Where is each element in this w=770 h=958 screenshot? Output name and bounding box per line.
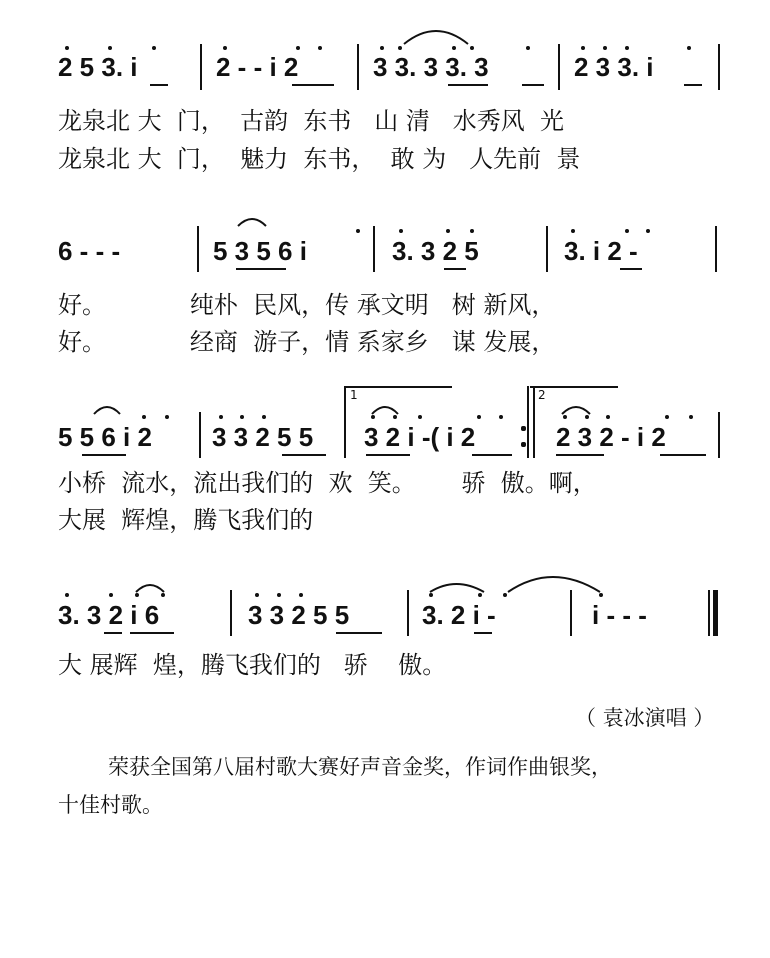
slur [372, 407, 398, 414]
measure-3-1: 5 5 6 i 2 [58, 422, 152, 452]
lyrics-verse-2: 龙泉北 大 门， 魅力 东书， 敢 为 人先前 景 [58, 145, 581, 173]
measure-1-3: 3 3. 3 3. 3 [373, 52, 489, 82]
measure-3-4: 2 3 2 - i 2 [556, 422, 666, 452]
slur [508, 577, 600, 592]
award-note-line-2: 十佳村歌。 [58, 793, 163, 817]
singer-credit: （ 袁冰演唱 ） [575, 706, 715, 730]
slur [404, 31, 468, 44]
slur [238, 219, 266, 226]
lyrics-verse-1: 小桥 流水，流出我们的 欢 笑。 骄 傲。啊， [58, 469, 597, 497]
slur [94, 407, 120, 414]
slur [430, 584, 484, 592]
measure-4-1: 3. 3 2 i 6 [58, 600, 160, 630]
measure-2-4: 3. i 2 - [564, 236, 638, 266]
measure-2-1: 6 - - - [58, 236, 121, 266]
volta-2-label: 2 [538, 388, 546, 402]
lyrics-verse-1: 大 展辉 煌，腾飞我们的 骄 傲。 [58, 651, 447, 679]
lyrics-verse-2: 好。 经商 游子，情 系家乡 谋 发展， [58, 328, 556, 356]
slur [562, 407, 590, 414]
lyrics-verse-2: 大展 辉煌，腾飞我们的 [58, 506, 314, 534]
slur [136, 585, 164, 592]
measure-1-4: 2 3 3. i [574, 52, 654, 82]
measure-1-2: 2 - - i 2 [216, 52, 299, 82]
measure-4-2: 3 3 2 5 5 [248, 600, 350, 630]
volta-1-label: 1 [350, 388, 358, 402]
measure-1-1: 2 5 3. i [58, 52, 138, 82]
measure-4-3: 3. 2 i - [422, 600, 496, 630]
measure-3-3: 3 2 i -( i 2 [364, 422, 476, 452]
measure-2-3: 3. 3 2 5 [392, 236, 479, 266]
award-note-line-1: 荣获全国第八届村歌大赛好声音金奖，作词作曲银奖， [108, 755, 612, 779]
lyrics-verse-1: 好。 纯朴 民风，传 承文明 树 新风， [58, 291, 556, 319]
measure-2-2: 5 3 5 6 i [213, 236, 307, 266]
lyrics-verse-1: 龙泉北 大 门， 古韵 东书 山 清 水秀风 光 [58, 107, 565, 135]
measure-3-2: 3 3 2 5 5 [212, 422, 314, 452]
measure-4-4: i - - - [592, 600, 647, 630]
